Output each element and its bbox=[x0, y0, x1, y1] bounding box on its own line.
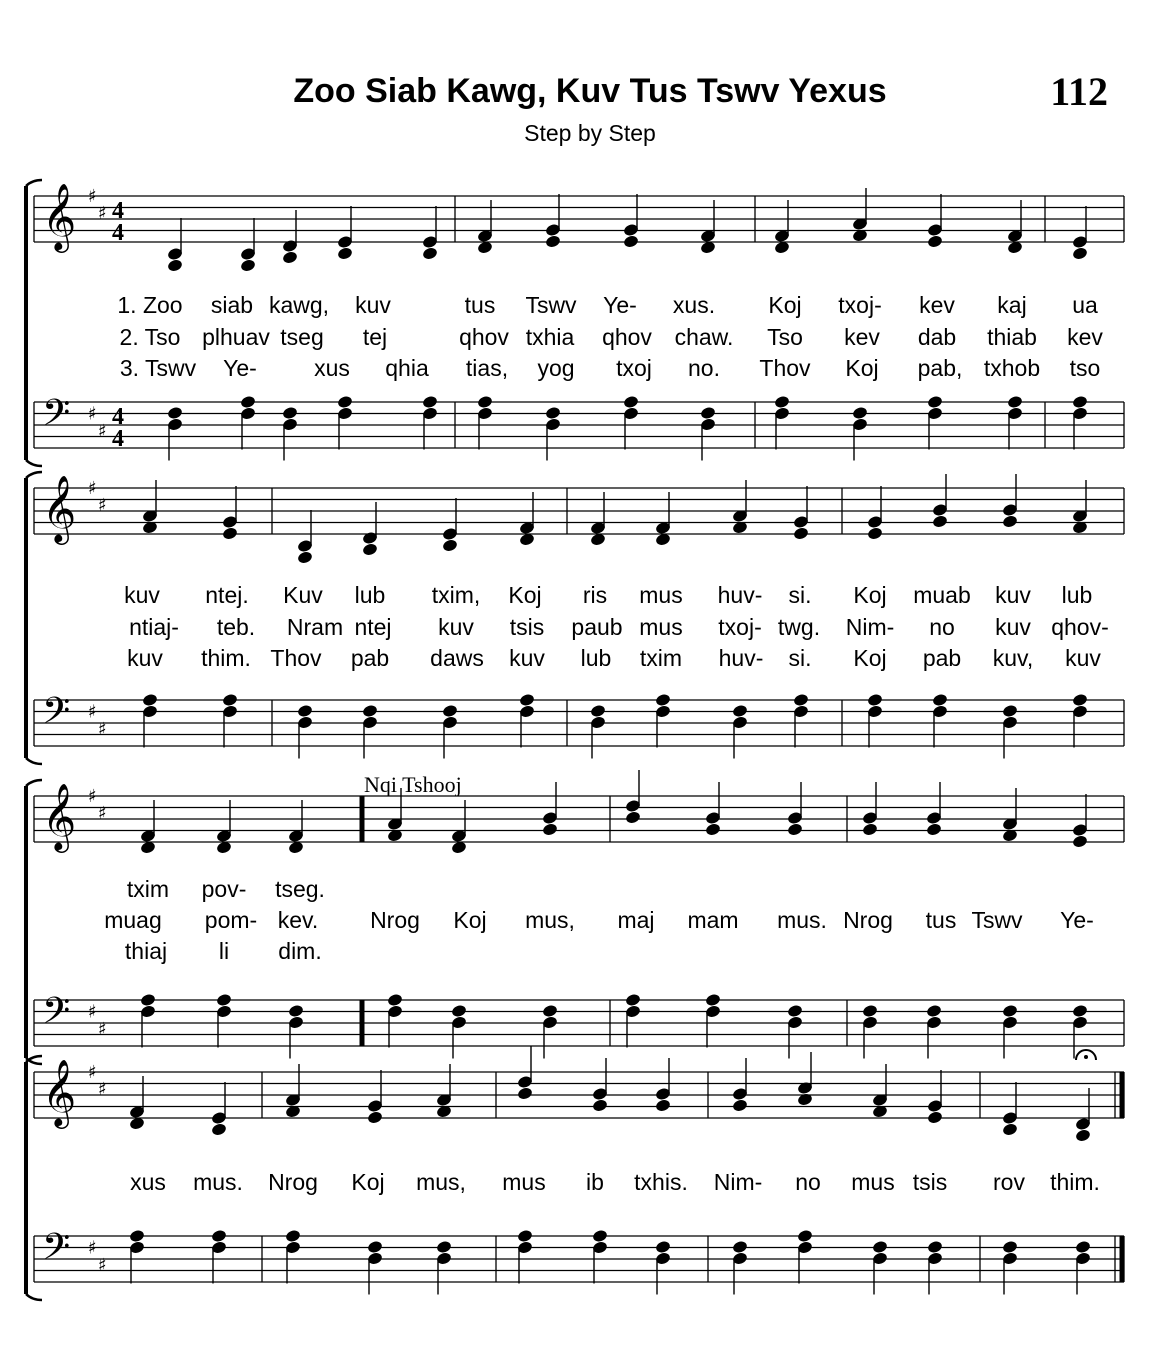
notehead bbox=[732, 704, 749, 719]
lyric-verse1: kuv bbox=[995, 582, 1031, 608]
notehead bbox=[1007, 395, 1024, 410]
lyric-verse1: mus bbox=[639, 582, 683, 608]
notehead bbox=[1075, 1128, 1092, 1143]
lyric-verse3: thiaj bbox=[124, 938, 168, 964]
bracket-top bbox=[26, 1056, 42, 1062]
lyric-verse2: txhia bbox=[525, 324, 575, 350]
hymn-subtitle: Step by Step bbox=[524, 120, 656, 146]
notehead bbox=[211, 1229, 228, 1244]
lyric-verse3: 3. Tswv bbox=[119, 355, 197, 381]
lyric-verse2: kuv bbox=[438, 614, 474, 640]
notehead bbox=[797, 1229, 814, 1244]
lyric-refrain: mus, bbox=[416, 1169, 466, 1195]
notehead bbox=[852, 406, 869, 421]
lyric-verse2: dab bbox=[917, 324, 957, 350]
notehead bbox=[655, 1240, 672, 1255]
notehead bbox=[387, 993, 404, 1008]
notehead bbox=[422, 246, 439, 261]
notehead bbox=[774, 395, 791, 410]
sharp-icon: ♯ bbox=[98, 718, 107, 740]
clefs bbox=[42, 182, 107, 1277]
notehead bbox=[545, 406, 562, 421]
lyric-refrain: xus bbox=[130, 1169, 166, 1195]
lyric-verse1: xus. bbox=[672, 292, 716, 318]
lyric-refrain: no bbox=[795, 1169, 821, 1195]
lyric-verse1: Ye- bbox=[603, 292, 637, 318]
lyric-verse1: kaj bbox=[997, 292, 1027, 318]
lyric-verse2: no bbox=[929, 614, 955, 640]
notehead bbox=[442, 538, 459, 553]
lyric-verse1: txoj- bbox=[838, 292, 882, 318]
sharp-icon: ♯ bbox=[98, 1254, 107, 1276]
notehead bbox=[297, 704, 314, 719]
notehead bbox=[517, 1229, 534, 1244]
lyric-verse2: mus, bbox=[525, 907, 575, 933]
notehead bbox=[655, 1098, 672, 1113]
lyric-verse2: Nrog bbox=[843, 907, 893, 933]
sharp-icon: ♯ bbox=[98, 1018, 107, 1040]
lyric-verse2: tej bbox=[362, 324, 388, 350]
notehead bbox=[517, 1086, 534, 1101]
lyric-verse3: xus bbox=[314, 355, 350, 381]
lyric-verse1: ua bbox=[1072, 292, 1098, 318]
lyric-refrain: tsis bbox=[912, 1169, 948, 1195]
lyric-verse1: muab bbox=[913, 582, 971, 608]
lyric-refrain: ib bbox=[586, 1169, 604, 1195]
lyric-verse2: mus. bbox=[777, 907, 827, 933]
lyric-verse1: ntej. bbox=[205, 582, 249, 608]
notehead bbox=[1072, 246, 1089, 261]
notehead bbox=[451, 1004, 468, 1019]
sharp-icon: ♯ bbox=[88, 1062, 97, 1083]
sharp-icon: ♯ bbox=[88, 403, 97, 425]
lyric-verse2: qhov bbox=[459, 324, 509, 350]
lyric-verse2: Nim- bbox=[845, 614, 895, 640]
bracket-bottom bbox=[26, 1294, 42, 1300]
notehead bbox=[477, 395, 494, 410]
notehead bbox=[1075, 1240, 1092, 1255]
lyric-verse3: qhia bbox=[385, 355, 429, 381]
lyric-verse1: tseg. bbox=[275, 876, 325, 902]
lyric-verse2: tsis bbox=[509, 614, 545, 640]
bracket-top bbox=[26, 780, 42, 786]
notehead bbox=[592, 1098, 609, 1113]
notehead bbox=[862, 822, 879, 837]
lyric-verse3: txoj bbox=[616, 355, 652, 381]
notehead bbox=[442, 704, 459, 719]
lyric-refrain: mus. bbox=[193, 1169, 243, 1195]
notehead bbox=[1072, 1004, 1089, 1019]
bracket-top bbox=[26, 180, 42, 186]
notehead bbox=[655, 693, 672, 708]
lyric-verse1: Koj bbox=[768, 292, 802, 318]
lyric-verse2: chaw. bbox=[674, 324, 734, 350]
sharp-icon: ♯ bbox=[98, 1079, 107, 1100]
notehead bbox=[926, 822, 943, 837]
notehead bbox=[367, 1110, 384, 1125]
notehead bbox=[167, 258, 184, 273]
lyric-verse3: huv- bbox=[718, 645, 764, 671]
notehead bbox=[732, 1240, 749, 1255]
notehead bbox=[211, 1122, 228, 1137]
lyric-verse2: teb. bbox=[216, 614, 256, 640]
lyric-verse3: tso bbox=[1069, 355, 1101, 381]
lyric-verse2: 2. Tso bbox=[119, 324, 181, 350]
notehead bbox=[297, 550, 314, 565]
hymn-number: 112 bbox=[1050, 69, 1108, 114]
notehead bbox=[590, 704, 607, 719]
lyric-verse3: Koj bbox=[853, 645, 887, 671]
sharp-icon: ♯ bbox=[88, 478, 97, 499]
lyric-verse2: Nram bbox=[286, 614, 344, 640]
notehead bbox=[240, 395, 257, 410]
lyric-verse2: muag bbox=[104, 907, 162, 933]
lyric-verse3: pab bbox=[350, 645, 390, 671]
time-signature-top: 4 bbox=[112, 198, 124, 224]
lyric-verse2: qhov bbox=[602, 324, 652, 350]
lyric-verse1: Kuv bbox=[283, 582, 323, 608]
notehead bbox=[519, 693, 536, 708]
sharp-icon: ♯ bbox=[98, 803, 107, 824]
notehead bbox=[705, 822, 722, 837]
lyric-verse2: pom- bbox=[204, 907, 258, 933]
lyric-verse3: txhob bbox=[983, 355, 1041, 381]
lyric-verse2: Ye- bbox=[1060, 907, 1094, 933]
time-signature-top: 4 bbox=[112, 404, 124, 430]
bracket-bottom bbox=[26, 758, 42, 764]
treble-clef-icon: 𝄞 bbox=[42, 474, 77, 542]
lyric-refrain: Nrog bbox=[268, 1169, 318, 1195]
notehead bbox=[240, 258, 257, 273]
notehead bbox=[787, 822, 804, 837]
notehead bbox=[1072, 834, 1089, 849]
lyric-verse1: tus bbox=[464, 292, 496, 318]
notes bbox=[126, 188, 1096, 1295]
notehead bbox=[927, 395, 944, 410]
notehead bbox=[625, 810, 642, 825]
lyric-verse2: plhuav bbox=[202, 324, 270, 350]
lyric-verse3: Ye- bbox=[223, 355, 257, 381]
lyric-verse1: 1. Zoo bbox=[117, 292, 183, 318]
sharp-icon: ♯ bbox=[88, 186, 97, 207]
lyric-verse3: kuv bbox=[127, 645, 163, 671]
notehead bbox=[167, 406, 184, 421]
notehead bbox=[1002, 1240, 1019, 1255]
refrain-label: Nqi Tshooj bbox=[364, 772, 462, 797]
notehead bbox=[367, 1240, 384, 1255]
lyric-verse2: Koj bbox=[453, 907, 487, 933]
time-signature-bottom: 4 bbox=[112, 220, 124, 246]
lyric-verse3: Koj bbox=[845, 355, 879, 381]
lyric-verse3: no. bbox=[688, 355, 720, 381]
notehead bbox=[787, 1004, 804, 1019]
notehead bbox=[625, 993, 642, 1008]
notehead bbox=[282, 406, 299, 421]
lyric-refrain: Koj bbox=[351, 1169, 385, 1195]
notehead bbox=[542, 822, 559, 837]
notehead bbox=[216, 993, 233, 1008]
lyric-verse1: lub bbox=[354, 582, 386, 608]
notehead bbox=[700, 406, 717, 421]
lyric-verse2: ntej bbox=[354, 614, 392, 640]
notehead bbox=[793, 693, 810, 708]
lyric-verse2: paub bbox=[571, 614, 623, 640]
notehead bbox=[592, 1229, 609, 1244]
sharp-icon: ♯ bbox=[88, 786, 97, 807]
lyric-verse2: qhov- bbox=[1051, 614, 1109, 640]
lyric-verse3: txim bbox=[639, 645, 683, 671]
notehead bbox=[1072, 693, 1089, 708]
notehead bbox=[222, 526, 239, 541]
notehead bbox=[288, 1004, 305, 1019]
lyric-verse3: Thov bbox=[270, 645, 322, 671]
notehead bbox=[140, 993, 157, 1008]
lyric-verse3: dim. bbox=[278, 938, 322, 964]
notehead bbox=[362, 704, 379, 719]
lyric-refrain: Nim- bbox=[713, 1169, 763, 1195]
lyric-verse2: kev bbox=[1067, 324, 1103, 350]
notehead bbox=[927, 1240, 944, 1255]
notehead bbox=[927, 234, 944, 249]
lyric-verse3: yog bbox=[537, 355, 575, 381]
lyric-verse3: lub bbox=[580, 645, 612, 671]
lyric-verse2: thiab bbox=[987, 324, 1037, 350]
sharp-icon: ♯ bbox=[98, 203, 107, 224]
lyric-verse3: kuv bbox=[509, 645, 545, 671]
sharp-icon: ♯ bbox=[88, 701, 97, 723]
notehead bbox=[545, 234, 562, 249]
lyric-verse3: kuv, bbox=[992, 645, 1034, 671]
notehead bbox=[872, 1240, 889, 1255]
lyric-verse2: txoj- bbox=[718, 614, 762, 640]
sharp-icon: ♯ bbox=[88, 1237, 97, 1259]
lyric-refrain: thim. bbox=[1050, 1169, 1100, 1195]
notehead bbox=[927, 1110, 944, 1125]
bracket-top bbox=[26, 472, 42, 478]
lyric-verse1: ris bbox=[582, 582, 608, 608]
sharp-icon: ♯ bbox=[98, 495, 107, 516]
lyric-verse1: Koj bbox=[508, 582, 542, 608]
treble-clef-icon: 𝄞 bbox=[42, 1058, 77, 1126]
notehead bbox=[337, 395, 354, 410]
bass-clef-icon: 𝄢 bbox=[42, 990, 71, 1041]
lyric-verse1: siab bbox=[210, 292, 254, 318]
bass-clef-icon: 𝄢 bbox=[42, 392, 71, 443]
lyric-verse3: pab bbox=[922, 645, 962, 671]
lyric-refrain: txhis. bbox=[634, 1169, 688, 1195]
lyric-verse2: kev bbox=[844, 324, 880, 350]
notehead bbox=[337, 246, 354, 261]
sharp-icon: ♯ bbox=[98, 420, 107, 442]
notehead bbox=[793, 526, 810, 541]
notehead bbox=[867, 693, 884, 708]
notehead bbox=[1002, 1122, 1019, 1137]
notehead bbox=[732, 1098, 749, 1113]
treble-clef-icon: 𝄞 bbox=[42, 782, 77, 850]
notehead bbox=[285, 1229, 302, 1244]
lyric-verse3: si. bbox=[788, 645, 812, 671]
lyric-verse2: kuv bbox=[995, 614, 1031, 640]
lyric-verse1: txim bbox=[126, 876, 170, 902]
lyric-verse3: Thov bbox=[759, 355, 811, 381]
time-signature-bottom: 4 bbox=[112, 426, 124, 452]
notehead bbox=[142, 693, 159, 708]
notehead bbox=[623, 395, 640, 410]
notehead bbox=[932, 514, 949, 529]
notehead bbox=[932, 693, 949, 708]
lyric-verse2: tseg bbox=[280, 324, 324, 350]
lyric-verse3: kuv bbox=[1065, 645, 1101, 671]
sharp-icon: ♯ bbox=[88, 1001, 97, 1023]
notehead bbox=[705, 993, 722, 1008]
lyric-verse1: pov- bbox=[201, 876, 247, 902]
notehead bbox=[1072, 395, 1089, 410]
hymn-title: Zoo Siab Kawg, Kuv Tus Tswv Yexus bbox=[293, 72, 887, 110]
notehead bbox=[1002, 704, 1019, 719]
lyric-verse3: daws bbox=[430, 645, 484, 671]
lyric-verse2: Nrog bbox=[370, 907, 420, 933]
notehead bbox=[436, 1240, 453, 1255]
lyric-verse2: ntiaj- bbox=[129, 614, 179, 640]
lyric-verse2: Tswv bbox=[971, 907, 1023, 933]
lyric-verse1: si. bbox=[788, 582, 812, 608]
lyric-verse2: tus bbox=[925, 907, 957, 933]
lyric-verse1: lub bbox=[1061, 582, 1093, 608]
treble-clef-icon: 𝄞 bbox=[42, 182, 77, 250]
lyric-refrain: rov bbox=[993, 1169, 1025, 1195]
bracket-bottom bbox=[26, 460, 42, 466]
lyric-verse1: kuv bbox=[355, 292, 391, 318]
lyric-verse1: kawg, bbox=[268, 292, 330, 318]
notehead bbox=[222, 693, 239, 708]
lyric-verse1: kev bbox=[919, 292, 955, 318]
lyric-verse1: huv- bbox=[717, 582, 763, 608]
notehead bbox=[867, 526, 884, 541]
lyric-verse3: thim. bbox=[201, 645, 251, 671]
notehead bbox=[623, 234, 640, 249]
fermata-dot bbox=[1084, 1055, 1088, 1059]
lyric-verse1: Tswv bbox=[525, 292, 577, 318]
notehead bbox=[926, 1004, 943, 1019]
notehead bbox=[362, 542, 379, 557]
lyric-verse3: pab, bbox=[917, 355, 963, 381]
staff-lines bbox=[26, 180, 1124, 1300]
bass-clef-icon: 𝄢 bbox=[42, 1226, 71, 1277]
notehead bbox=[862, 1004, 879, 1019]
notehead bbox=[542, 1004, 559, 1019]
lyric-verse1: kuv bbox=[124, 582, 160, 608]
lyric-verse2: twg. bbox=[777, 614, 821, 640]
lyric-verse2: maj bbox=[617, 907, 655, 933]
lyric-verse2: kev. bbox=[277, 907, 319, 933]
lyric-verse1: txim, bbox=[431, 582, 481, 608]
notehead bbox=[422, 395, 439, 410]
notehead bbox=[1002, 1004, 1019, 1019]
lyric-verse2: Tso bbox=[767, 324, 803, 350]
lyric-refrain: mus bbox=[851, 1169, 895, 1195]
lyric-refrain: mus bbox=[502, 1169, 546, 1195]
lyric-verse3: tias, bbox=[465, 355, 509, 381]
notehead bbox=[282, 250, 299, 265]
bass-clef-icon: 𝄢 bbox=[42, 690, 71, 741]
lyric-verse2: mus bbox=[639, 614, 683, 640]
lyric-verse3: li bbox=[218, 938, 230, 964]
lyric-verse2: mam bbox=[687, 907, 739, 933]
lyric-verse1: Koj bbox=[853, 582, 887, 608]
notehead bbox=[129, 1229, 146, 1244]
notehead bbox=[1002, 514, 1019, 529]
